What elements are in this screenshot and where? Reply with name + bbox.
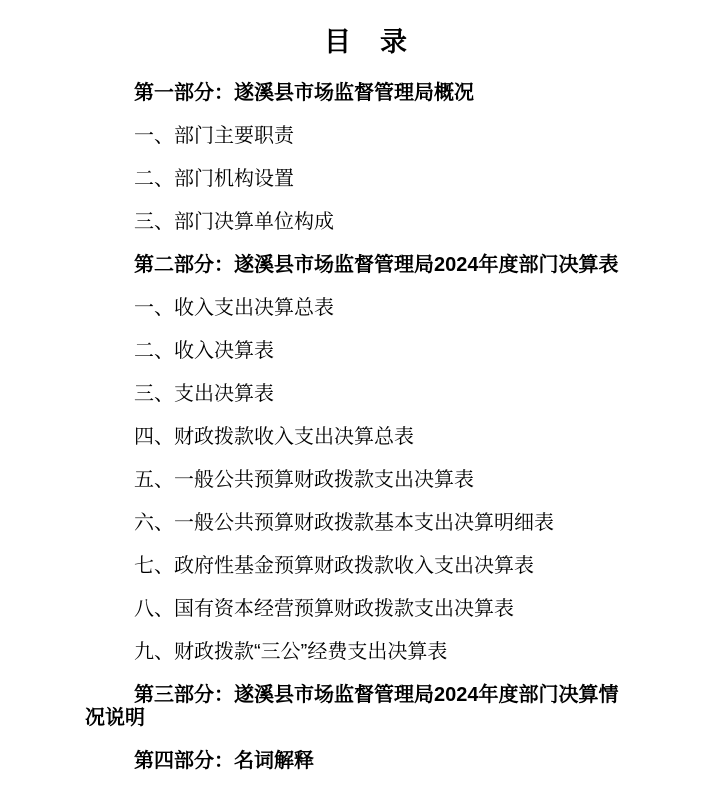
toc-item-income-expense-summary: 一、收入支出决算总表 [134, 297, 334, 319]
toc-heading-part4: 第四部分：名词解释 [134, 750, 314, 772]
toc-item-gov-fund-budget: 七、政府性基金预算财政拨款收入支出决算表 [134, 555, 534, 577]
toc-item-state-capital-budget: 八、国有资本经营预算财政拨款支出决算表 [134, 598, 514, 620]
toc-heading-part3 [85, 684, 647, 730]
toc-heading-part2: 第二部分：遂溪县市场监督管理局2024年度部门决算表 [134, 254, 619, 276]
toc-item-main-duties: 一、部门主要职责 [134, 125, 294, 147]
toc-heading-part1: 第一部分：遂溪县市场监督管理局概况 [134, 82, 474, 104]
toc-item-public-budget-basic-detail: 六、一般公共预算财政拨款基本支出决算明细表 [134, 512, 554, 534]
toc-item-fiscal-appropriation-summary: 四、财政拨款收入支出决算总表 [134, 426, 414, 448]
toc-heading-part3-line2: 况说明 [85, 707, 145, 729]
toc-item-public-budget-expense: 五、一般公共预算财政拨款支出决算表 [134, 469, 474, 491]
toc-item-org-structure: 二、部门机构设置 [134, 168, 294, 190]
toc-heading-part3-line1: 第三部分：遂溪县市场监督管理局2024年度部门决算情 [134, 684, 619, 706]
toc-item-three-public-expense: 九、财政拨款“三公”经费支出决算表 [134, 641, 448, 663]
page-title: 目 录 [324, 27, 408, 57]
toc-item-income-table: 二、收入决算表 [134, 340, 274, 362]
toc-list [85, 82, 647, 773]
toc-item-unit-composition: 三、部门决算单位构成 [134, 211, 334, 233]
toc-item-expense-table: 三、支出决算表 [134, 383, 274, 405]
